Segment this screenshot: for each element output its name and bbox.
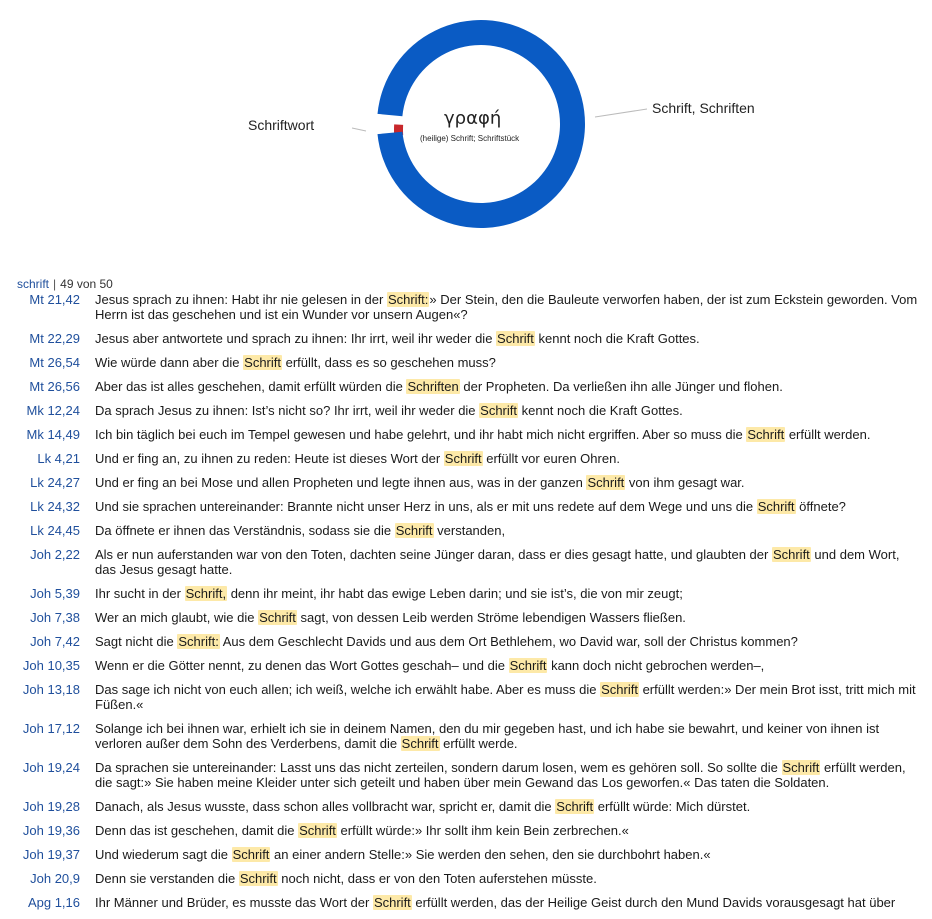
verse-text: Und sie sprachen untereinander: Brannte nicht unser Herz in uns, als er mit uns redete auf dem Wege und uns die Schrift öffnete? (95, 499, 846, 514)
verse-text: Und er fing an bei Mose und allen Propheten und legte ihnen aus, was in der ganzen Schrift von ihm gesagt war. (95, 475, 745, 490)
search-highlight: Schrift (782, 760, 820, 775)
verse-row (0, 292, 932, 322)
verse-row (0, 586, 932, 601)
search-highlight: Schrift (556, 799, 594, 814)
verse-text: Denn sie verstanden die Schrift noch nicht, dass er von den Toten auferstehen müsste. (95, 871, 597, 886)
label-leader-schriftwort (352, 128, 366, 131)
verse-reference-link[interactable]: Joh 5,39 (30, 586, 80, 601)
verse-text: Wie würde dann aber die Schrift erfüllt, dass es so geschehen muss? (95, 355, 496, 370)
verse-reference-link[interactable]: Joh 10,35 (22, 658, 80, 673)
search-highlight: Schrift (239, 871, 277, 886)
verse-row (0, 523, 932, 538)
word-distribution-chart (0, 0, 932, 270)
verse-row (0, 823, 932, 838)
verse-reference-link[interactable]: Lk 24,27 (30, 475, 80, 490)
verse-text: Solange ich bei ihnen war, erhielt ich sie in deinem Namen, den du mir gegeben hast, und ich habe sie bewahrt, und keiner von ihnen ist verloren außer dem Sohn des Verderbens, damit die Schrift erfüllt werde. (95, 721, 880, 751)
verse-list (0, 292, 932, 919)
search-highlight: Schriften (407, 379, 459, 394)
results-separator: | (53, 277, 57, 291)
verse-row (0, 379, 932, 394)
search-term[interactable]: schrift (17, 277, 50, 291)
donut-chart (0, 0, 932, 270)
search-highlight: Schrift (747, 427, 785, 442)
verse-reference-link[interactable]: Mt 21,42 (29, 292, 80, 307)
verse-row (0, 658, 932, 673)
search-highlight: Schrift, (185, 586, 227, 601)
results-header (17, 277, 113, 291)
verse-reference-link[interactable]: Joh 17,12 (22, 721, 80, 736)
verse-text: Danach, als Jesus wusste, dass schon alles vollbracht war, spricht er, damit die Schrift erfüllt würde: Mich dürstet. (95, 799, 751, 814)
verse-reference-link[interactable]: Mt 22,29 (29, 331, 80, 346)
verse-row (0, 403, 932, 418)
result-count: 49 von 50 (60, 277, 113, 291)
verse-reference-link[interactable]: Joh 2,22 (30, 547, 80, 562)
verse-text: Denn das ist geschehen, damit die Schrift erfüllt würde:» Ihr sollt ihm kein Bein zerbrechen.« (95, 823, 629, 838)
slice-label-schriftwort[interactable]: Schriftwort (248, 117, 315, 133)
search-highlight: Schrift (444, 451, 482, 466)
search-highlight: Schrift (259, 610, 296, 625)
verse-text: Ihr Männer und Brüder, es musste das Wort der Schrift erfüllt werden, das der Heilige Geist durch den Mund Davids vorausgesagt hat über (95, 895, 896, 910)
verse-reference-link[interactable]: Joh 19,24 (22, 760, 80, 775)
verse-text: Und er fing an, zu ihnen zu reden: Heute ist dieses Wort der Schrift erfüllt vor euren Ohren. (95, 451, 620, 466)
verse-reference-link[interactable]: Apg 1,16 (27, 895, 80, 910)
verse-row (0, 331, 932, 346)
verse-reference-link[interactable]: Joh 13,18 (22, 682, 80, 697)
verse-text: Jesus sprach zu ihnen: Habt ihr nie gelesen in der Schrift:» Der Stein, den die Bauleute verworfen haben, der ist zum Eckstein geworden. Vom Herrn ist das geschehen und ist ein Wunder vor unsern Augen«? (95, 292, 918, 322)
search-highlight: Schrift (772, 547, 810, 562)
verse-text: Wer an mich glaubt, wie die Schrift sagt, von dessen Leib werden Ströme lebendigen Wassers fließen. (95, 610, 686, 625)
chart-center-subtitle: (heilige) Schrift; Schriftstück (420, 134, 520, 143)
verse-reference-link[interactable]: Joh 19,37 (22, 847, 80, 862)
search-highlight: Schrift (587, 475, 625, 490)
search-highlight: Schrift (401, 736, 439, 751)
search-highlight: Schrift (373, 895, 411, 910)
verse-row (0, 451, 932, 466)
verse-reference-link[interactable]: Mt 26,54 (29, 355, 80, 370)
search-highlight: Schrift (497, 331, 534, 346)
verse-reference-link[interactable]: Joh 7,42 (30, 634, 80, 649)
verse-text: Ihr sucht in der Schrift, denn ihr meint, ihr habt das ewige Leben darin; und sie ist’s, die von mir zeugt; (95, 586, 683, 601)
verse-reference-link[interactable]: Lk 4,21 (37, 451, 80, 466)
verse-row (0, 547, 932, 577)
verse-text: Da sprachen sie untereinander: Lasst uns das nicht zerteilen, sondern darum losen, wem es gehören soll. So sollte die Schrift erfüllt werden, die sagt:» Sie haben meine Kleider unter sich geteilt und haben über mein Gewand das Los geworfen.« Das taten die Soldaten. (95, 760, 906, 790)
verse-reference-link[interactable]: Joh 7,38 (30, 610, 80, 625)
verse-text: Da sprach Jesus zu ihnen: Ist’s nicht so? Ihr irrt, weil ihr weder die Schrift kennt noch die Kraft Gottes. (95, 403, 683, 418)
chart-center-title: γραφή (444, 108, 502, 129)
verse-row (0, 721, 932, 751)
verse-text: Das sage ich nicht von euch allen; ich weiß, welche ich erwählt habe. Aber es muss die Schrift erfüllt werden:» Der mein Brot isst, tritt mich mit Füßen.« (95, 682, 916, 712)
search-highlight: Schrift (299, 823, 336, 838)
verse-row (0, 760, 932, 790)
verse-text: Da öffnete er ihnen das Verständnis, sodass sie die Schrift verstanden, (95, 523, 506, 538)
verse-text: Und wiederum sagt die Schrift an einer andern Stelle:» Sie werden den sehen, den sie durchbohrt haben.« (95, 847, 711, 862)
verse-reference-link[interactable]: Lk 24,32 (30, 499, 80, 514)
verse-text: Wenn er die Götter nennt, zu denen das Wort Gottes geschah– und die Schrift kann doch nicht gebrochen werden–, (95, 658, 765, 673)
search-highlight: Schrift: (178, 634, 219, 649)
verse-reference-link[interactable]: Joh 20,9 (30, 871, 80, 886)
verse-reference-link[interactable]: Joh 19,36 (22, 823, 80, 838)
verse-row (0, 355, 932, 370)
search-highlight: Schrift: (387, 292, 429, 307)
search-highlight: Schrift (757, 499, 795, 514)
verse-row (0, 895, 932, 910)
verse-row (0, 799, 932, 814)
verse-reference-link[interactable]: Mk 12,24 (26, 403, 80, 418)
verse-row (0, 610, 932, 625)
verse-row (0, 634, 932, 649)
verse-text: Jesus aber antwortete und sprach zu ihnen: Ihr irrt, weil ihr weder die Schrift kennt noch die Kraft Gottes. (95, 331, 700, 346)
verse-reference-link[interactable]: Lk 24,45 (30, 523, 80, 538)
verse-row (0, 475, 932, 490)
verse-reference-link[interactable]: Joh 19,28 (22, 799, 80, 814)
verse-text: Sagt nicht die Schrift: Aus dem Geschlecht Davids und aus dem Ort Bethlehem, wo David war, soll der Christus kommen? (95, 634, 798, 649)
search-highlight: Schrift (232, 847, 270, 862)
search-highlight: Schrift (509, 658, 547, 673)
verse-row (0, 682, 932, 712)
slice-label-schrift[interactable]: Schrift, Schriften (652, 100, 755, 116)
verse-row (0, 871, 932, 886)
label-leader-schrift (595, 109, 647, 117)
verse-reference-link[interactable]: Mt 26,56 (29, 379, 80, 394)
verse-text: Als er nun auferstanden war von den Toten, dachten seine Jünger daran, dass er dies gesagt hatte, und glaubten der Schrift und dem Wort, das Jesus gesagt hatte. (95, 547, 900, 577)
verse-text: Aber das ist alles geschehen, damit erfüllt würden die Schriften der Propheten. Da verließen ihn alle Jünger und flohen. (95, 379, 783, 394)
search-highlight: Schrift (480, 403, 517, 418)
search-highlight: Schrift (244, 355, 281, 370)
search-highlight: Schrift (395, 523, 433, 538)
search-highlight: Schrift (601, 682, 638, 697)
verse-row (0, 427, 932, 442)
verse-text: Ich bin täglich bei euch im Tempel gewesen und habe gelehrt, und ihr habt mich nicht ergriffen. Aber so muss die Schrift erfüllt werden. (95, 427, 871, 442)
verse-reference-link[interactable]: Mk 14,49 (26, 427, 80, 442)
verse-row (0, 847, 932, 862)
verse-row (0, 499, 932, 514)
